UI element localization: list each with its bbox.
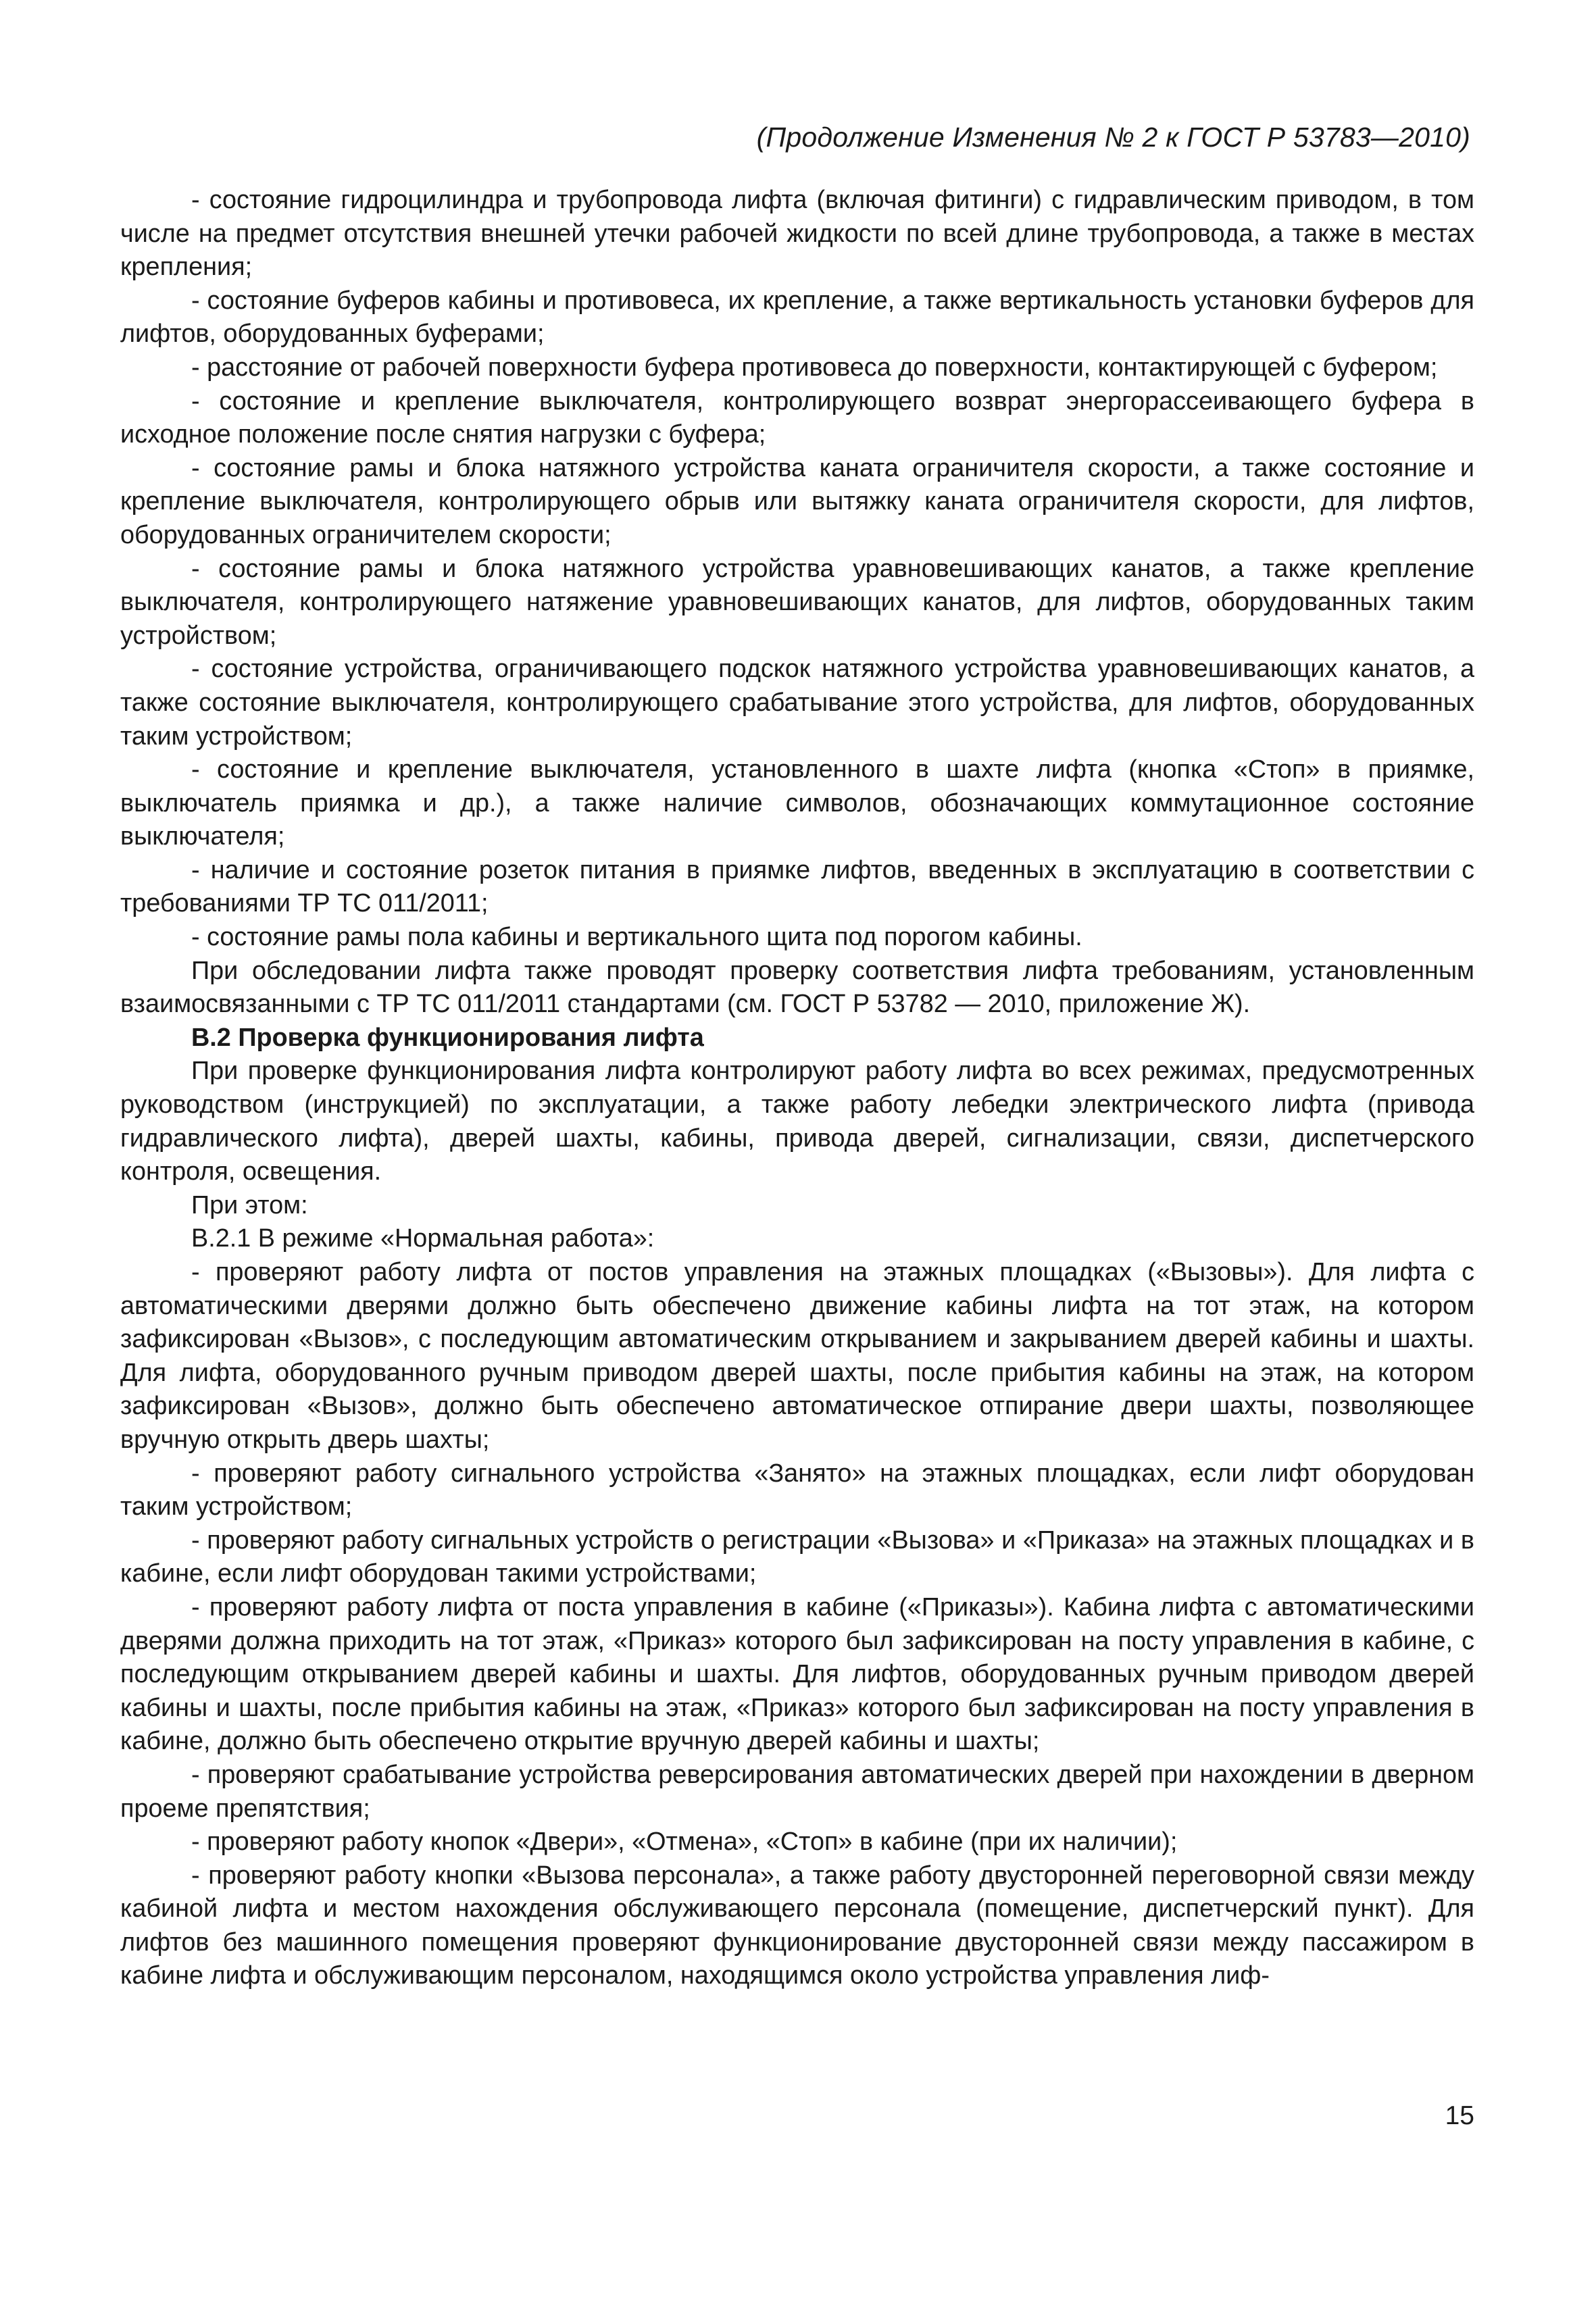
paragraph: - проверяют работу лифта от поста управления в кабине («Приказы»). Кабина лифта с автоматическими дверями должна приходить на тот этаж, «Приказ» которого был зафиксирован на посту управления в кабине, с последующим открыванием дверей кабины и шахты. Для лифтов, оборудованных ручным приводом дверей кабины и шахты, после прибытия кабины на этаж, «Приказ» которого был зафиксирован на посту управления в кабине, должно быть обеспечено открытие вручную дверей кабины и шахты; bbox=[120, 1592, 1474, 1756]
paragraph: При проверке функционирования лифта контролируют работу лифта во всех режимах, предусмотренных руководством (инструкцией) по эксплуатации, а также работу лебедки электрического лифта (привода гидравлического лифта), дверей шахты, кабины, привода дверей, сигнализации, связи, диспетчерского контроля, освещения. bbox=[120, 1057, 1474, 1186]
paragraph: - проверяют работу кнопки «Вызова персонала», а также работу двусторонней переговорной связи между кабиной лифта и местом нахождения обслуживающего персонала (помещение, диспетчерский пункт). Для лифтов без машинного помещения проверяют функционирование двусторонней связи между пассажиром в кабине лифта и обслуживающим персоналом, находящимся около устройства управления лиф- bbox=[120, 1861, 1474, 1990]
paragraph: - состояние рамы пола кабины и вертикального щита под порогом кабины. bbox=[191, 923, 1082, 952]
paragraph: - расстояние от рабочей поверхности буфера противовеса до поверхности, контактирующей с буфером; bbox=[191, 353, 1438, 382]
page-number: 15 bbox=[1445, 2101, 1474, 2130]
paragraph: - состояние буферов кабины и противовеса, их крепление, а также вертикальность установки буферов для лифтов, оборудованных буферами; bbox=[120, 286, 1474, 349]
paragraph: - состояние и крепление выключателя, контролирующего возврат энергорассеивающего буфера в исходное положение после снятия нагрузки с буфера; bbox=[120, 386, 1474, 449]
paragraph: - состояние рамы и блока натяжного устройства каната ограничителя скорости, а также состояние и крепление выключателя, контролирующего обрыв или вытяжку каната ограничителя скорости, для лифтов, оборудованных ограничителем скорости; bbox=[120, 453, 1474, 549]
section-heading: В.2 Проверка функционирования лифта bbox=[191, 1023, 704, 1052]
document-body bbox=[120, 184, 1474, 1993]
paragraph: - состояние гидроцилиндра и трубопровода лифта (включая фитинги) с гидравлическим приводом, в том числе на предмет отсутствия внешней утечки рабочей жидкости по всей длине трубопровода, а также в местах крепления; bbox=[120, 186, 1474, 282]
paragraph: - проверяют работу лифта от постов управления на этажных площадках («Вызовы»). Для лифта с автоматическими дверями должно быть обеспечено движение кабины лифта на тот этаж, на котором зафиксирован «Вызов», с последующим автоматическим открыванием и закрыванием дверей кабины и шахты. Для лифта, оборудованного ручным приводом дверей шахты, после прибытия кабины на этаж, на котором зафиксирован «Вызов», должно быть обеспечено автоматическое отпирание двери шахты, позволяющее вручную открыть дверь шахты; bbox=[120, 1258, 1474, 1454]
paragraph: - проверяют срабатывание устройства реверсирования автоматических дверей при нахождении в дверном проеме препятствия; bbox=[120, 1760, 1474, 1823]
paragraph: - проверяют работу сигнального устройства «Занято» на этажных площадках, если лифт оборудован таким устройством; bbox=[120, 1459, 1474, 1521]
paragraph: - проверяют работу кнопок «Двери», «Отмена», «Стоп» в кабине (при их наличии); bbox=[191, 1828, 1178, 1857]
paragraph: - наличие и состояние розеток питания в приямке лифтов, введенных в эксплуатацию в соответствии с требованиями ТР ТС 011/2011; bbox=[120, 855, 1474, 918]
paragraph: - проверяют работу сигнальных устройств о регистрации «Вызова» и «Приказа» на этажных площадках и в кабине, если лифт оборудован такими устройствами; bbox=[120, 1526, 1474, 1588]
running-header: (Продолжение Изменения № 2 к ГОСТ Р 53783—2010) bbox=[756, 122, 1470, 153]
paragraph: При обследовании лифта также проводят проверку соответствия лифта требованиям, установленным взаимосвязанными с ТР ТС 011/2011 стандартами (см. ГОСТ Р 53782 — 2010, приложение Ж). bbox=[120, 956, 1474, 1019]
paragraph: - состояние и крепление выключателя, установленного в шахте лифта (кнопка «Стоп» в приямке, выключатель приямка и др.), а также наличие символов, обозначающих коммутационное состояние выключателя; bbox=[120, 755, 1474, 851]
subsection-heading: В.2.1 В режиме «Нормальная работа»: bbox=[191, 1224, 655, 1253]
paragraph: При этом: bbox=[191, 1190, 308, 1219]
paragraph: - состояние рамы и блока натяжного устройства уравновешивающих канатов, а также крепление выключателя, контролирующего натяжение уравновешивающих канатов, для лифтов, оборудованных таким устройством; bbox=[120, 554, 1474, 650]
paragraph: - состояние устройства, ограничивающего подскок натяжного устройства уравновешивающих канатов, а также состояние выключателя, контролирующего срабатывание этого устройства, для лифтов, оборудованных таким устройством; bbox=[120, 655, 1474, 751]
